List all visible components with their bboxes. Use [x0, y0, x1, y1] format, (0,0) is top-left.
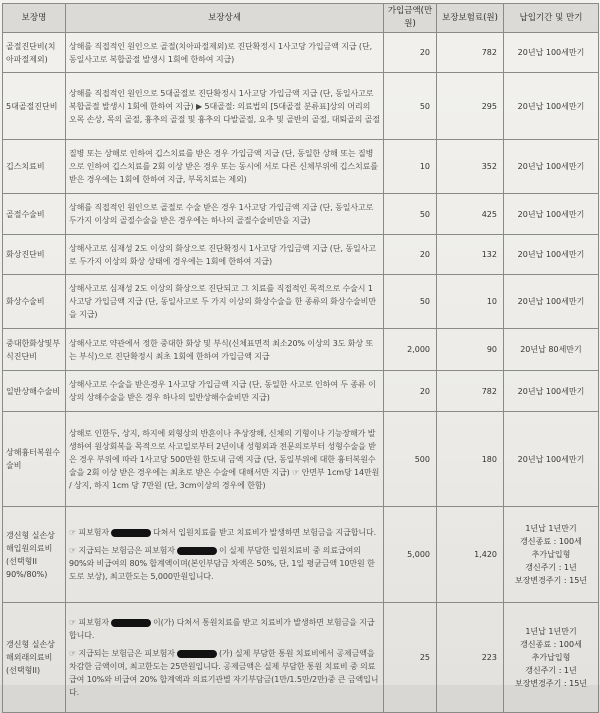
row-name: 골절진단비(치아파절제외)	[3, 33, 66, 73]
detail-text: 이 실제 부담한 입원치료비 중 의료급여의 90%와 비급여의 80% 합계액이며(본인부담금 차액은 50%, 단, 1일 평균금액 10만원 한도로 보상), 최고한도는 5,000만원입니다.	[69, 546, 375, 581]
table-row	[3, 73, 599, 140]
redaction-mark	[111, 529, 151, 537]
row-term: 20년납 100세만기	[504, 371, 599, 412]
table-header-row	[3, 4, 599, 33]
redaction-mark	[177, 650, 217, 658]
header-name: 보장명	[3, 4, 66, 33]
row-amount: 20	[384, 235, 437, 275]
row-term: 20년납 100세만기	[504, 412, 599, 507]
row-term: 20년납 100세만기	[504, 194, 599, 235]
row-detail: 상해를 직접적인 원인으로 골절로 수술 받은 경우 1사고당 가입금액 지급 (단, 동일사고로 두가지 이상의 골절수술을 받은 경우에는 하나의 골절수술비만을 지급)	[66, 194, 384, 235]
row-amount: 5,000	[384, 507, 437, 603]
term-line: 1년납 1년만기	[525, 627, 577, 636]
detail-lead: ☞ 지급되는 보험금은 피보험자	[69, 649, 175, 658]
header-term: 납입기간 및 만기	[504, 4, 599, 33]
row-premium: 782	[437, 371, 504, 412]
table-row	[3, 33, 599, 73]
row-amount: 2,000	[384, 329, 437, 371]
row-premium: 223	[437, 603, 504, 713]
row-amount: 500	[384, 412, 437, 507]
detail-para	[69, 526, 380, 539]
row-name: 중대한화상및부식진단비	[3, 329, 66, 371]
row-detail: 상해로 인한두, 상지, 하지에 외형상의 반흔이나 추상장해, 신체의 기형이나 기능장해가 발생하여 원상회복을 목적으로 사고일로부터 2년이내 성형외과 전문의로부터 성형수술을 받은 경우 부위에 따라 1사고당 500만원 한도내 금액 지급 (단, 동일부위에 대한 흉터복원수술을 2회 이상 받은 경우에는 최초로 받은 수술에 대해서만 지급) ☞ 안면부 1cm당 14만원 / 상지, 하지 1cm 당 7만원 (단, 3cm이상의 경우에 한함)	[66, 412, 384, 507]
row-premium: 782	[437, 33, 504, 73]
row-amount: 50	[384, 275, 437, 329]
term-line: 보장변경주기 : 15년	[514, 576, 588, 585]
table-row	[3, 507, 599, 603]
row-name: 갱신형 실손상해외래의료비(선택형II)	[3, 603, 66, 713]
row-premium: 1,420	[437, 507, 504, 603]
row-premium: 132	[437, 235, 504, 275]
row-detail	[66, 507, 384, 603]
row-term: 20년납 100세만기	[504, 140, 599, 194]
table-row	[3, 235, 599, 275]
redaction-mark	[111, 619, 151, 627]
coverage-table	[2, 3, 599, 713]
row-detail: 상해사고로 심재성 2도 이상의 화상으로 진단되고 그 치료를 직접적인 목적으로 수술시 1사고당 가입금액 지급 (단, 동일사고로 두 가지 이상의 화상수술을 한 종류의 화상수술비만을 지급)	[66, 275, 384, 329]
term-line: 갱신주기 : 1년	[525, 666, 577, 675]
row-term: 20년납 100세만기	[504, 73, 599, 140]
detail-text: 다쳐서 입원치료를 받고 치료비가 발생하면 보험금을 지급합니다.	[153, 528, 377, 537]
row-premium: 352	[437, 140, 504, 194]
table-row	[3, 194, 599, 235]
detail-para	[69, 616, 380, 642]
row-amount: 50	[384, 194, 437, 235]
row-amount: 20	[384, 371, 437, 412]
detail-para	[69, 647, 380, 699]
row-term: 20년납 100세만기	[504, 275, 599, 329]
row-detail	[66, 603, 384, 713]
row-name: 5대골절진단비	[3, 73, 66, 140]
detail-lead: ☞ 피보험자	[69, 528, 110, 537]
row-name: 화상진단비	[3, 235, 66, 275]
term-line: 갱신주기 : 1년	[525, 563, 577, 572]
term-line: 추가납입형	[531, 550, 571, 559]
row-detail: 상해를 직접적인 원인으로 5대골절로 진단확정시 1사고당 가입금액 지급 (단, 동일사고로 복합골절 발생시 1회에 한하여 지급) ▶ 5대골절: 의료법의 [5대골절 분류표]상의 머리의 오목 손상, 목의 골절, 흉추의 골절 및 흉추의 다발골절, 요추 및 골반의 골절, 대퇴골의 골절	[66, 73, 384, 140]
row-premium: 10	[437, 275, 504, 329]
row-detail: 상해를 직접적인 원인으로 골절(치아파절제외)로 진단확정시 1사고당 가입금액 지급 (단, 동일사고로 복합골절 발생시 1회에 한하여 지급)	[66, 33, 384, 73]
term-line: 1년납 1년만기	[525, 524, 577, 533]
row-amount: 20	[384, 33, 437, 73]
row-detail: 질병 또는 상해로 인하여 깁스치료를 받은 경우 가입금액 지급 (단, 동일한 상해 또는 질병으로 인하여 깁스치료를 2회 이상 받은 경우 또는 동시에 서로 다른 신체부위에 깁스치료를 받은 경우에는 1회에 한하여 지급, 부목치료는 제외)	[66, 140, 384, 194]
row-detail: 상해사고로 심재성 2도 이상의 화상으로 진단확정시 1사고당 가입금액 지급 (단, 동일사고로 두가지 이상의 화상 상태에 경우에는 1회에 한하여 지급)	[66, 235, 384, 275]
term-line: 갱신종료 : 100세	[520, 640, 582, 649]
redaction-mark	[177, 547, 217, 555]
row-term: 20년납 100세만기	[504, 33, 599, 73]
table-row	[3, 140, 599, 194]
row-name: 갱신형 실손상해입원의료비(선택형II 90%/80%)	[3, 507, 66, 603]
detail-text: 이(가) 다쳐서 통원치료를 받고 치료비가 발생하면 보험금을 지급합니다.	[69, 618, 375, 640]
row-premium: 295	[437, 73, 504, 140]
row-term	[504, 603, 599, 713]
row-name: 깁스치료비	[3, 140, 66, 194]
table-row	[3, 603, 599, 713]
row-amount: 10	[384, 140, 437, 194]
row-premium: 90	[437, 329, 504, 371]
row-detail: 상해사고로 약관에서 정한 중대한 화상 및 부식(신체표면적 최소20% 이상의 3도 화상 또는 부식)으로 진단확정시 최초 1회에 한하여 가입금액 지급	[66, 329, 384, 371]
row-name: 상해흉터복원수술비	[3, 412, 66, 507]
header-premium: 보장보험료(원)	[437, 4, 504, 33]
table-row	[3, 329, 599, 371]
term-line: 갱신종료 : 100세	[520, 537, 582, 546]
row-name: 골절수술비	[3, 194, 66, 235]
row-amount: 25	[384, 603, 437, 713]
header-detail: 보장상세	[66, 4, 384, 33]
row-detail: 상해사고로 수술을 받은경우 1사고당 가입금액 지급 (단, 동일한 사고로 인하여 두 종류 이상의 상해수술을 받은 경우 하나의 일반상해수술비만 지급)	[66, 371, 384, 412]
row-amount: 50	[384, 73, 437, 140]
detail-lead: ☞ 피보험자	[69, 618, 110, 627]
row-term	[504, 507, 599, 603]
header-amount: 가입금액(만원)	[384, 4, 437, 33]
detail-lead: ☞ 지급되는 보험금은 피보험자	[69, 546, 175, 555]
row-term: 20년납 100세만기	[504, 235, 599, 275]
row-term: 20년납 80세만기	[504, 329, 599, 371]
table-row	[3, 412, 599, 507]
row-premium: 180	[437, 412, 504, 507]
detail-text: (가) 실제 부담한 통원 치료비에서 공제금액을 차감한 금액이며, 최고한도는 25만원입니다. 공제금액은 실제 부담한 통원 치료비 중 의료급여 10%와 비급여 20% 합계액과 의료기관별 자기부담금(1만/1.5만/2만)중 큰 금액입니다.	[69, 649, 379, 697]
term-line: 추가납입형	[531, 653, 571, 662]
table-row	[3, 275, 599, 329]
term-line: 보장변경주기 : 15년	[514, 679, 588, 688]
detail-para	[69, 544, 380, 583]
row-name: 일반상해수술비	[3, 371, 66, 412]
table-row	[3, 371, 599, 412]
row-name: 화상수술비	[3, 275, 66, 329]
row-premium: 425	[437, 194, 504, 235]
